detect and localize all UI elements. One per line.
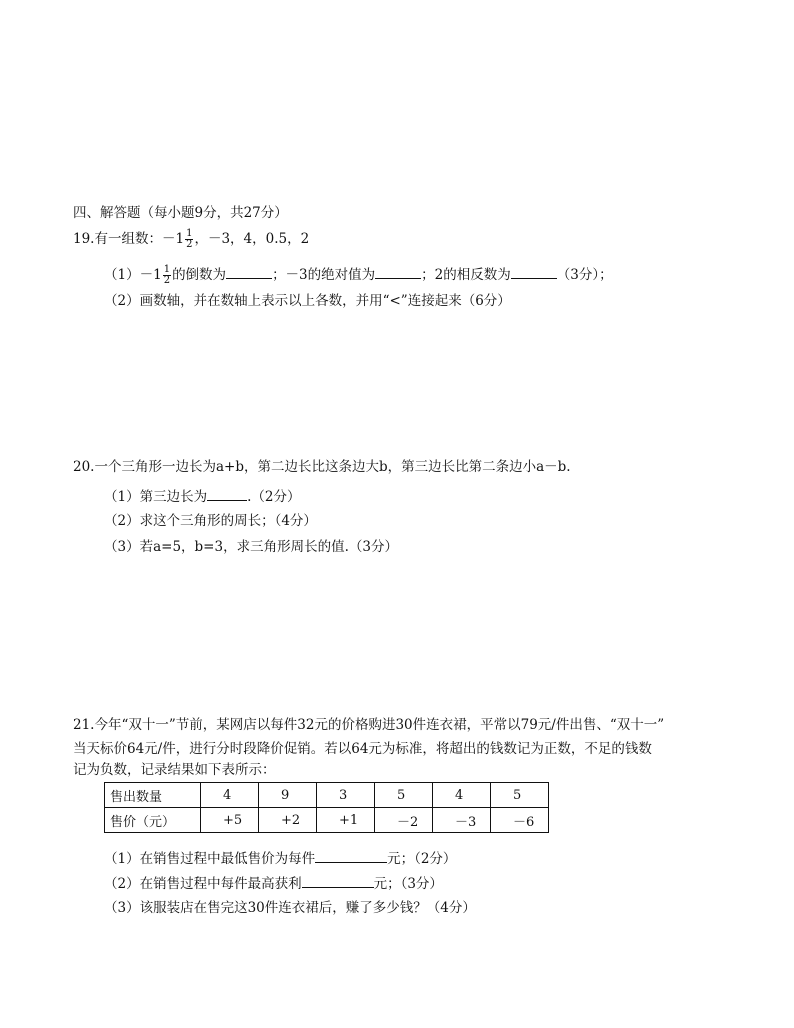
q19-p1-text-d: （3分）； [556,267,613,283]
q19-blank-absolute[interactable] [375,264,421,279]
q20-part2: （2）求这个三角形的周长；（4分） [104,513,317,529]
q19-p1-fraction [163,265,171,286]
section-title: 四、解答题（每小题9分，共27分） [73,205,288,221]
q21-p2-text-a: （2）在销售过程中每件最高获利 [104,876,302,892]
q20-part3: （3）若a=5，b=3，求三角形周长的值.（3分） [104,539,398,555]
table-cell: 5 [491,783,549,808]
table-row [105,783,549,808]
q19-fraction [185,229,193,250]
q19-blank-opposite[interactable] [511,264,557,279]
table-cell: －2 [375,808,433,833]
q20-p1-text-b: .（2分） [247,489,301,505]
q19-part2: （2）画数轴，并在数轴上表示以上各数，并用“<”连接起来（6分） [104,293,511,309]
q19-p1-text-b: ；－3的绝对值为 [272,267,376,283]
table-cell: 4 [433,783,491,808]
q19-p1-whole: 1 [153,267,162,283]
q19-frac-den: 2 [186,239,193,250]
q21-line1: 21.今年“双十一”节前，某网店以每件32元的价格购进30件连衣裙，平常以79元/件出售、“双十一” [73,717,665,733]
table-cell: +5 [201,808,259,833]
q19-p1-text-c: ；2的相反数为 [421,267,511,283]
q19-part1 [104,264,613,286]
table-cell: －3 [433,808,491,833]
q19-stem-prefix: 19.有一组数：－ [73,231,176,247]
q21-part2 [104,873,443,893]
table-row [105,808,549,833]
table-cell: +2 [259,808,317,833]
table-row-label: 售出数量 [105,783,201,808]
table-row-label: 售价（元） [105,808,201,833]
table-cell: +1 [317,808,375,833]
q21-line2: 当天标价64元/件，进行分时段降价促销。若以64元为标准，将超出的钱数记为正数，不足的钱数 [73,741,652,757]
q19-mixed-whole: 1 [175,231,185,247]
table-cell: 9 [259,783,317,808]
q19-p1-prefix: （1）－ [104,267,154,283]
q19-stem-suffix: ，－3，4，0.5，2 [194,231,310,247]
q21-part1 [104,848,456,868]
q20-blank-third-side[interactable] [207,486,247,501]
q20-p1-text-a: （1）第三边长为 [104,489,208,505]
q21-p1-text-b: 元；（2分） [387,851,457,867]
table-cell: －6 [491,808,549,833]
q20-stem: 20.一个三角形一边长为a+b，第二边长比这条边大b，第三边长比第二条边小a－b. [73,459,571,475]
q19-stem [73,229,309,250]
q19-p1-frac-num: 1 [163,264,171,275]
q21-blank-lowest-price[interactable] [315,848,387,863]
q19-p1-text-a: 的倒数为 [172,267,227,283]
q21-blank-max-profit[interactable] [302,873,374,888]
table-cell: 3 [317,783,375,808]
q19-frac-num: 1 [186,228,193,239]
table-cell: 4 [201,783,259,808]
q19-blank-reciprocal[interactable] [226,264,272,279]
q21-p2-text-b: 元；（3分） [373,876,443,892]
table-cell: 5 [375,783,433,808]
q20-part1 [104,486,300,506]
q21-p1-text-a: （1）在销售过程中最低售价为每件 [104,851,316,867]
q21-line3: 记为负数，记录结果如下表所示： [73,762,276,778]
q19-p1-frac-den: 2 [163,275,171,286]
sales-table [104,782,549,833]
q21-part3: （3）该服装店在售完这30件连衣裙后，赚了多少钱？（4分） [104,900,476,916]
